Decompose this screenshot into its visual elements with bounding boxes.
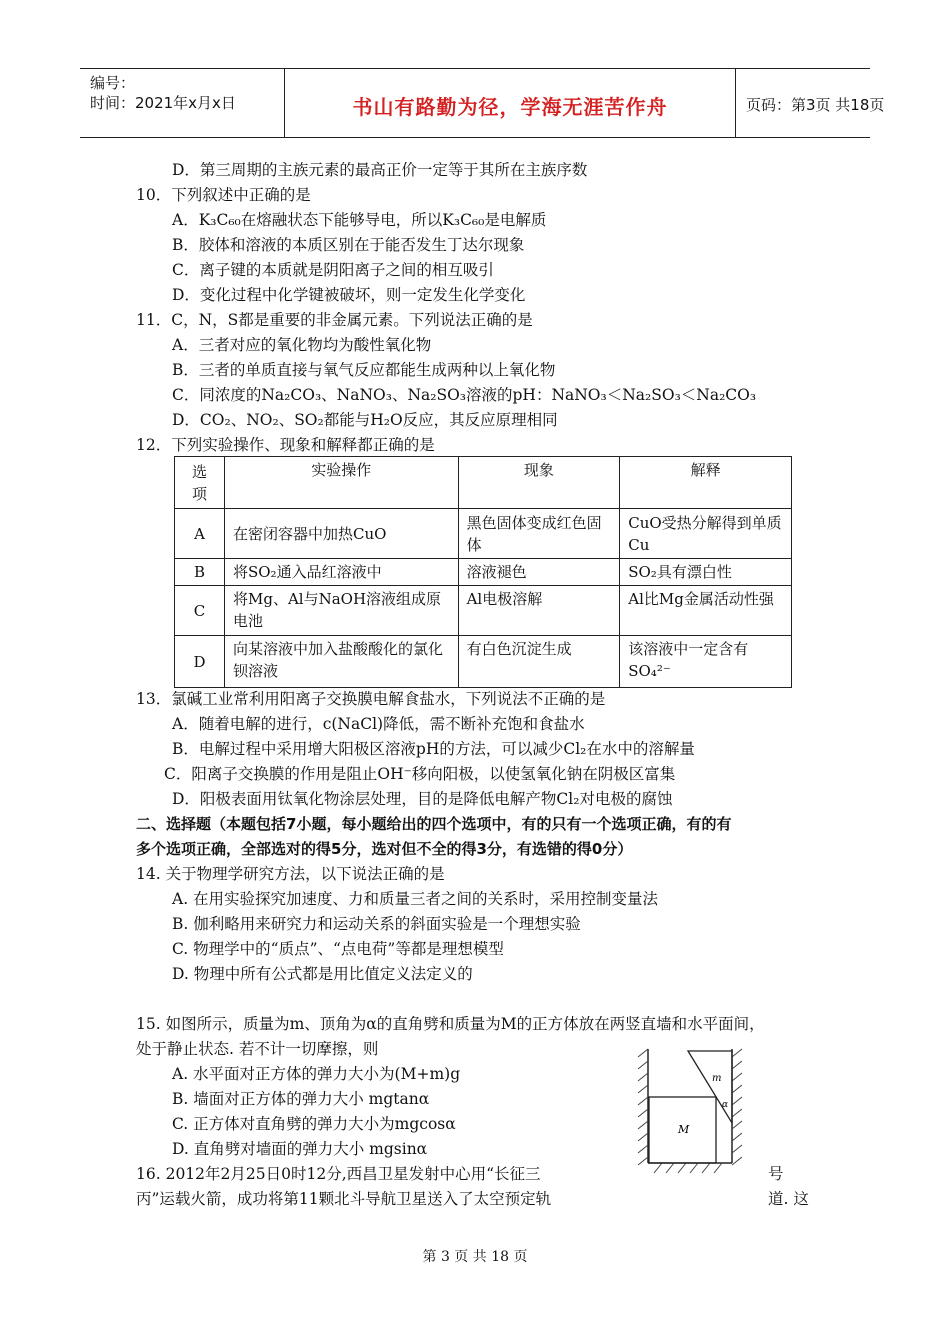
q13-option-c: C．阳离子交换膜的作用是阻止OH⁻移向阳极，以使氢氧化钠在阴极区富集 [164,765,676,783]
table-row [175,586,792,636]
table-cell: 将Mg、Al与NaOH溶液组成原电池 [224,586,458,636]
section2-title-line2: 多个选项正确，全部选对的得5分，选对但不全的得3分，有选错的得0分） [136,840,633,858]
table-cell: 在密闭容器中加热CuO [224,509,458,559]
page-footer: 第 3 页 共 18 页 [422,1249,528,1265]
table-header-cell: 实验操作 [224,457,458,509]
label-alpha: α [722,1100,729,1110]
table-header-cell: 选项 [175,457,225,509]
q12-stem: 12．下列实验操作、现象和解释都正确的是 [136,436,435,454]
q9-option-d: D．第三周期的主族元素的最高正价一定等于其所在主族序数 [172,161,588,179]
table-row [175,636,792,688]
table-cell: Al电极溶解 [458,586,620,636]
section2-title-line1: 二、选择题（本题包括7小题，每小题给出的四个选项中，有的只有一个选项正确，有的有 [136,815,732,833]
table-cell: SO₂具有漂白性 [620,559,792,586]
table-header-row [175,457,792,509]
q14-option-b: B. 伽利略用来研究力和运动关系的斜面实验是一个理想实验 [172,915,581,933]
page-header [80,68,885,138]
table-cell: CuO受热分解得到单质Cu [620,509,792,559]
q15-stem-line2: 处于静止状态. 若不计一切摩擦，则 [136,1040,379,1058]
q11-option-b: B．三者的单质直接与氧气反应都能生成两种以上氧化物 [172,361,556,379]
q11-stem: 11．C，N，S都是重要的非金属元素。下列说法正确的是 [136,311,533,329]
q13-option-b: B．电解过程中采用增大阳极区溶液pH的方法，可以减少Cl₂在水中的溶解量 [172,740,695,758]
q15-option-a: A. 水平面对正方体的弹力大小为(M+m)g [172,1065,461,1083]
table-cell: D [175,636,225,688]
page-label: 页码：第3页 共18页 [746,96,885,114]
q15-option-d: D. 直角劈对墙面的弹力大小 mgsinα [172,1140,428,1158]
q11-option-c: C．同浓度的Na₂CO₃、NaNO₃、Na₂SO₃溶液的pH：NaNO₃＜Na₂SO₃＜Na₂CO₃ [172,386,757,404]
header-info [80,69,284,137]
q14-option-a: A. 在用实验探究加速度、力和质量三者之间的关系时，采用控制变量法 [172,890,659,908]
label-m: m [712,1073,722,1084]
q16-line1-end: 号 [768,1165,784,1183]
header-page-cell [734,69,885,137]
header-motto-cell [284,69,736,137]
table-cell: 有白色沉淀生成 [458,636,620,688]
q14-stem: 14. 关于物理学研究方法，以下说法正确的是 [136,865,445,883]
q10-option-c: C．离子键的本质就是阴阳离子之间的相互吸引 [172,261,494,279]
number-label: 编号： [90,74,136,92]
q10-stem: 10．下列叙述中正确的是 [136,186,311,204]
table-cell: 黑色固体变成红色固体 [458,509,620,559]
q13-option-a: A．随着电解的进行，c(NaCl)降低，需不断补充饱和食盐水 [172,715,585,733]
q16-line2-end: 道. 这 [768,1190,809,1208]
table-row [175,559,792,586]
table-cell: A [175,509,225,559]
q15-option-b: B. 墙面对正方体的弹力大小 mgtanα [172,1090,430,1108]
q11-option-d: D．CO₂、NO₂、SO₂都能与H₂O反应，其反应原理相同 [172,411,558,429]
q16-line1: 16. 2012年2月25日0时12分,西昌卫星发射中心用“长征三 [136,1165,541,1183]
table-header-cell: 解释 [620,457,792,509]
q10-option-d: D．变化过程中化学键被破坏，则一定发生化学变化 [172,286,526,304]
table-cell: Al比Mg金属活动性强 [620,586,792,636]
table-header-cell: 现象 [458,457,620,509]
q14-option-d: D. 物理中所有公式都是用比值定义法定义的 [172,965,473,983]
table-cell: B [175,559,225,586]
q16-line2: 丙”运载火箭，成功将第11颗北斗导航卫星送入了太空预定轨 [136,1190,552,1208]
table-cell: 将SO₂通入品红溶液中 [224,559,458,586]
q10-option-b: B．胶体和溶液的本质区别在于能否发生丁达尔现象 [172,236,525,254]
wedge-cube-figure [636,1045,756,1173]
table-cell: 该溶液中一定含有SO₄²⁻ [620,636,792,688]
table-cell: C [175,586,225,636]
q10-option-a: A．K₃C₆₀在熔融状态下能够导电，所以K₃C₆₀是电解质 [172,211,547,229]
q15-option-c: C. 正方体对直角劈的弹力大小为mgcosα [172,1115,456,1133]
q13-option-d: D．阳极表面用钛氧化物涂层处理，目的是降低电解产物Cl₂对电极的腐蚀 [172,790,673,808]
q14-option-c: C. 物理学中的“质点”、“点电荷”等都是理想模型 [172,940,504,958]
table-row [175,509,792,559]
table-cell: 向某溶液中加入盐酸酸化的氯化钡溶液 [224,636,458,688]
wedge-shape [688,1051,732,1123]
experiment-table [174,456,792,688]
date-label: 时间：2021年x月x日 [90,94,236,112]
motto: 书山有路勤为径，学海无涯苦作舟 [352,95,668,119]
q11-option-a: A．三者对应的氧化物均为酸性氧化物 [172,336,432,354]
table-cell: 溶液褪色 [458,559,620,586]
q13-stem: 13．氯碱工业常利用阳离子交换膜电解食盐水，下列说法不正确的是 [136,690,606,708]
label-M: M [678,1123,690,1136]
q15-stem-line1: 15. 如图所示，质量为m、顶角为α的直角劈和质量为M的正方体放在两竖直墙和水平面间， [136,1015,765,1033]
